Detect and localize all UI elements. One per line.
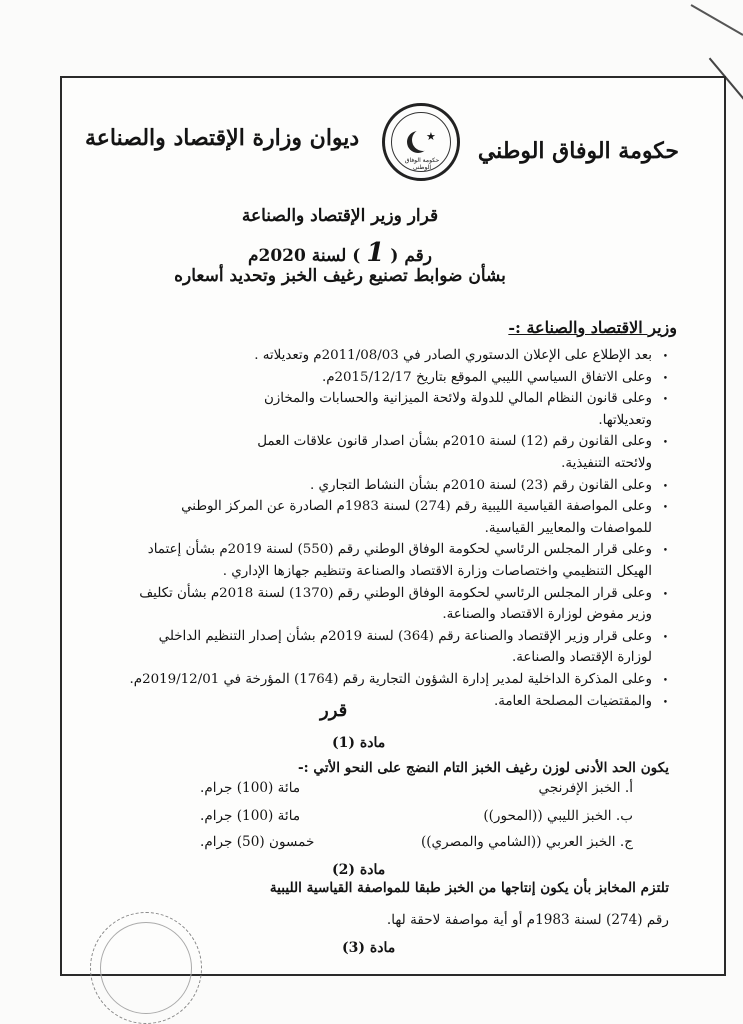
preamble-line-text: وعلى قرار المجلس الرئاسي لحكومة الوفاق الوطني رقم (1370) لسنة 2018م بشأن تكليف <box>139 585 652 601</box>
preamble-list <box>88 345 668 712</box>
bullet-icon: • <box>662 697 668 708</box>
bullet-icon: • <box>662 481 668 492</box>
preamble-line <box>88 669 668 691</box>
preamble-line <box>88 410 668 432</box>
preamble-line <box>88 539 668 561</box>
preamble-line <box>88 626 668 648</box>
preamble-line <box>88 647 668 669</box>
preamble-line-text: وزير مفوض لوزارة الاقتصاد والصناعة. <box>442 607 652 623</box>
scan-edge-mark <box>691 4 743 36</box>
bullet-icon: • <box>662 546 668 557</box>
seal-text: حكومة الوفاق الوطني <box>404 157 440 171</box>
preamble-line-text: وعلى القانون رقم (23) لسنة 2010م بشأن النشاط التجاري . <box>309 477 652 493</box>
bullet-icon: • <box>662 675 668 686</box>
item-c-weight: خمسون (50) جرام. <box>200 834 315 850</box>
item-a-weight: مائة (100) جرام. <box>200 780 301 796</box>
bullet-icon: • <box>662 503 668 514</box>
decree-subject: بشأن ضوابط تصنيع رغيف الخبز وتحديد أسعاره <box>174 266 506 286</box>
item-a-name: أ. الخبز الإفرنجي <box>538 780 633 796</box>
preamble-line <box>88 604 668 626</box>
decree-number <box>130 238 550 268</box>
number-value: 1 <box>366 238 385 268</box>
article-1-title: مادة (1) <box>332 735 386 751</box>
item-c-name: ج. الخبز العربي ((الشامي والمصري)) <box>420 834 633 850</box>
decision-word: قرر <box>320 700 348 721</box>
preamble-heading: وزير الاقتصاد والصناعة :- <box>508 318 677 337</box>
preamble-line <box>88 518 668 540</box>
star-icon: ★ <box>426 130 436 143</box>
preamble-line <box>88 691 668 713</box>
number-suffix: ) لسنة 2020م <box>247 246 361 266</box>
bullet-icon: • <box>662 589 668 600</box>
article-3-title: مادة (3) <box>342 940 396 956</box>
preamble-line-text: بعد الإطلاع على الإعلان الدستوري الصادر في 2011/08/03م وتعديلاته . <box>254 348 652 363</box>
bullet-icon: • <box>662 352 668 362</box>
preamble-line-text: وعلى قرار المجلس الرئاسي لحكومة الوفاق الوطني رقم (550) لسنة 2019م بشأن إعتماد <box>147 542 652 558</box>
seal-inner-ring <box>391 112 451 172</box>
preamble-line <box>88 496 668 518</box>
preamble-line-text: للمواصفات والمعايير القياسية. <box>484 520 652 536</box>
preamble-line-text: لوزارة الإقتصاد والصناعة. <box>511 650 652 666</box>
preamble-line-text: وعلى قرار وزير الإقتصاد والصناعة رقم (364) لسنة 2019م بشأن إصدار التنظيم الداخلي <box>158 628 652 644</box>
preamble-line-text: الهيكل التنظيمي واختصاصات وزارة الاقتصاد والصناعة وتنظيم جهازها الإداري . <box>222 563 652 579</box>
preamble-line <box>88 431 668 453</box>
preamble-line <box>88 367 668 389</box>
article-2-title: مادة (2) <box>332 862 386 878</box>
preamble-line-text: والمقتضيات المصلحة العامة. <box>493 693 652 709</box>
preamble-line <box>88 345 668 367</box>
preamble-line-text: وعلى المواصفة القياسية الليبية رقم (274) لسنة 1983م الصادرة عن المركز الوطني <box>181 499 652 515</box>
preamble-line <box>88 388 668 410</box>
item-b-name: ب. الخبز الليبي ((المحور)) <box>483 808 633 824</box>
preamble-line-text: وعلى قانون النظام المالي للدولة ولائحة الميزانية والحسابات والمخازن <box>263 391 652 407</box>
item-b-weight: مائة (100) جرام. <box>200 808 301 824</box>
number-prefix: رقم ( <box>390 246 433 266</box>
ministry-header: ديوان وزارة الإقتصاد والصناعة <box>85 125 360 151</box>
government-header: حكومة الوفاق الوطني <box>477 138 679 164</box>
preamble-line-text: وعلى القانون رقم (12) لسنة 2010م بشأن اصدار قانون علاقات العمل <box>257 434 652 450</box>
bullet-icon: • <box>662 632 668 643</box>
official-stamp-inner <box>100 922 192 1014</box>
government-seal <box>382 103 460 181</box>
bullet-icon: • <box>662 438 668 449</box>
preamble-line <box>88 561 668 583</box>
preamble-line <box>88 583 668 605</box>
preamble-line-text: ولائحته التنفيذية. <box>561 455 652 471</box>
preamble-line-text: وعلى الاتفاق السياسي الليبي الموقع بتاريخ 2015/12/17م. <box>321 369 652 385</box>
preamble-line-text: وعلى المذكرة الداخلية لمدير إدارة الشؤون التجارية رقم (1764) المؤرخة في 2019/12/01م. <box>129 671 652 687</box>
bullet-icon: • <box>662 395 668 406</box>
preamble-line <box>88 453 668 475</box>
preamble-line <box>88 475 668 497</box>
bullet-icon: • <box>662 373 668 384</box>
article-1-intro: يكون الحد الأدنى لوزن رغيف الخبز التام النضج على النحو الأتي :- <box>298 760 669 776</box>
article-2-line-2: رقم (274) لسنة 1983م أو أية مواصفة لاحقة لها. <box>386 912 669 928</box>
decree-title: قرار وزير الإقتصاد والصناعة <box>241 206 439 226</box>
article-2-line-1: تلتزم المخابز بأن يكون إنتاجها من الخبز طبقا للمواصفة القياسية الليبية <box>269 880 669 896</box>
preamble-line-text: وتعديلاتها. <box>598 412 652 428</box>
